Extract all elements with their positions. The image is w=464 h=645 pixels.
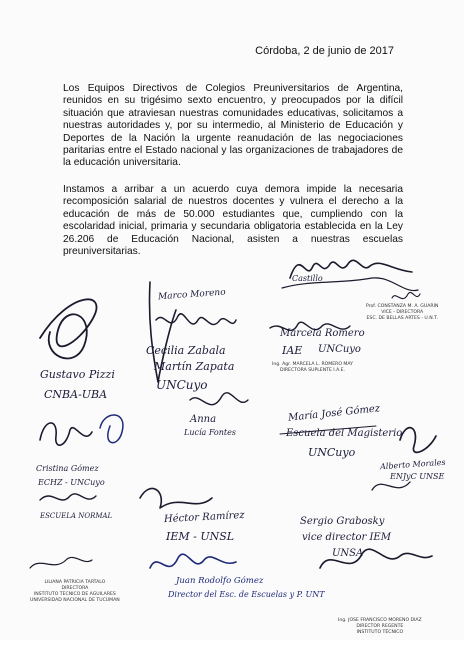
letter-date: Córdoba, 2 de junio de 2017 [255,45,394,57]
signature-text: vice director IEM [302,532,391,543]
official-stamp: Prof. CONSTANZA M. A. GUARIN VICE - DIRECTORA ESC. DE BELLAS ARTES - U.N.T. [366,304,439,321]
official-stamp: Ing. JOSE FRANCISCO MORENO DIAZ DIRECTOR REGENTE INSTITUTO TÉCNICO [338,618,422,635]
signature-text: UNCuyo [308,446,356,459]
signature-text: Castillo [292,274,323,283]
signature-text: UNSA [332,548,364,559]
official-stamp: LILIANA PATRICIA TARTALO DIRECTORA INSTITUTO TECNICO DE AGUILARES UNIVERSIDAD NACIONAL DE TUCUMAN [30,580,120,603]
signature-scribble [400,428,436,453]
signature-text: CNBA-UBA [44,388,108,401]
signature-scribble [40,423,92,445]
signature-text: Marco Moreno [157,287,226,303]
signature-scribble [156,314,236,325]
signature-text: Alberto Morales [379,457,446,472]
signature-scribble [40,299,96,358]
letter-paragraph-1: Los Equipos Directivos de Colegios Preuniversitarios de Argentina, reunidos en su trigésimo sexto encuentro, y preocupados por la difícil situación que atraviesan nuestras comunidades educativas, solicitamos a nuestras autoridades y, por su intermedio, al Ministerio de Educación y Deportes de la Nación la urgente reanudación de las negociaciones paritarias entre el Estado nacional y las organizaciones de trabajadores de la educación universitaria. [63,83,403,169]
signature-scribble [40,494,96,500]
signature-text: Lucía Fontes [184,428,236,437]
official-stamp: Ing. Agr. MARCELA L. ROMERO MAY DIRECTORA SUPLENTE I.A.E. [272,362,353,373]
signature-text: Cecilia Zabala [146,344,226,357]
signature-text: IAE [282,344,303,357]
signature-text: IEM - UNSL [166,530,235,543]
signature-text: Cristina Gómez [36,464,99,473]
signature-area [0,250,464,640]
signature-scribble [140,489,212,508]
signature-text: Martín Zapata [154,360,235,373]
signature-scribble [150,554,236,568]
signature-text: ENJyC UNSE [390,472,445,481]
signature-text: Gustavo Pizzi [40,368,115,381]
signature-text: Juan Rodolfo Gómez [176,576,264,586]
signature-text: Sergio Grabosky [300,516,385,527]
signature-text: Escuela del Magisterio [286,428,403,439]
signature-text: Marcela Romero [280,328,365,339]
signature-scribble [392,292,420,298]
signature-text: ESCUELA NORMAL [40,512,113,520]
signature-text: Anna [190,414,217,425]
signature-text: María José Gómez [287,403,381,424]
signature-scribble [372,482,410,490]
signature-text: Héctor Ramírez [163,509,245,526]
signature-text: UNCuyo [156,378,208,392]
letter-paragraph-2: Instamos a arribar a un acuerdo cuya demora impide la necesaria recomposición salarial de nuestros docentes y vulnera el derecho a la educación de más de 50.000 estudiantes que, cumpliendo con la escolaridad inicial, primaria y secundaria obligatoria establecida en la Ley 26.206 de Educación Nacional, asisten a nuestras escuelas preuniversitarias. [63,184,403,258]
signature-scribble [190,393,248,405]
signature-scribble [100,415,123,443]
signature-text: ECHZ - UNCuyo [38,478,105,487]
signature-text: Director del Esc. de Escuelas y P. UNT [168,590,325,599]
signature-scribble [30,557,92,568]
signature-text: UNCuyo [318,344,361,355]
